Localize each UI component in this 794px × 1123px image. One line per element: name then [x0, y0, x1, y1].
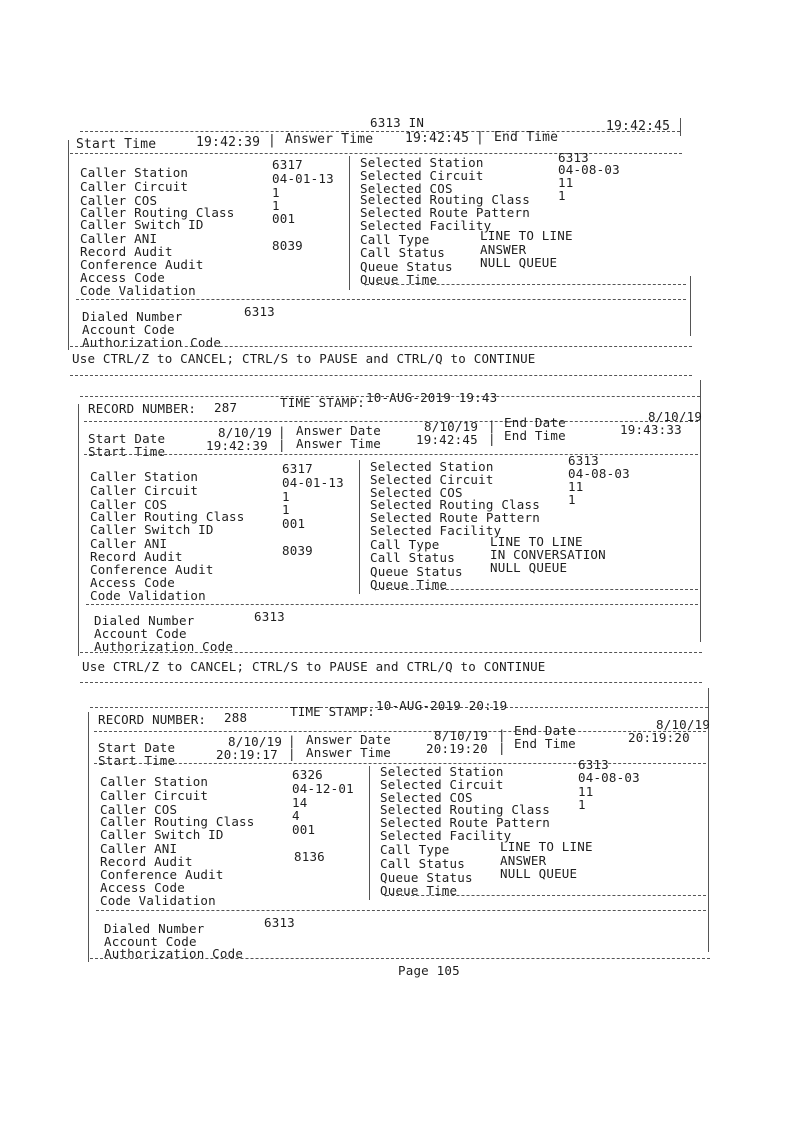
- caller-switch-id-label: Caller Switch ID: [90, 522, 214, 537]
- record-audit-label: Record Audit: [80, 244, 173, 259]
- account-code-label: Account Code: [94, 626, 187, 641]
- column-separator: [369, 766, 370, 900]
- code-validation-label: Code Validation: [90, 588, 206, 603]
- call-type-value: LINE TO LINE: [490, 534, 583, 549]
- start-date-label: Start Date: [88, 431, 166, 446]
- record-number-label: RECORD NUMBER:: [88, 401, 197, 416]
- queue-status-label: Queue Status: [360, 259, 453, 274]
- caller-station-label: Caller Station: [90, 469, 199, 484]
- time-stamp-value: 10-AUG-2019 20:19: [376, 698, 508, 713]
- selected-cos-label: Selected COS: [370, 485, 463, 500]
- code-validation-label: Code Validation: [80, 283, 196, 298]
- caller-circuit-value: 04-01-13: [272, 171, 334, 186]
- divider: [80, 682, 702, 683]
- call-status-label: Call Status: [370, 550, 455, 565]
- selected-routing-class-value: 1: [558, 188, 566, 203]
- caller-routing-class-label: Caller Routing Class: [80, 205, 235, 220]
- end-time-label: End Time: [514, 736, 576, 751]
- answer-time-value: 19:42:45: [416, 432, 478, 447]
- caller-routing-class-value: 4: [292, 808, 300, 823]
- caller-cos-value: 1: [272, 185, 280, 200]
- queue-time-label: Queue Time: [370, 577, 448, 592]
- caller-routing-class-value: 1: [282, 502, 290, 517]
- answer-time-label: Answer Time: [306, 745, 391, 760]
- answer-time-value: 19:42:45: [405, 131, 470, 146]
- record-number-value: 287: [214, 400, 238, 415]
- selected-station-value: 6313: [578, 757, 609, 772]
- caller-switch-id-value: 001: [292, 822, 316, 837]
- dialed-number-label: Dialed Number: [104, 921, 205, 936]
- answer-time-label: Answer Time: [285, 132, 374, 147]
- access-code-label: Access Code: [80, 270, 165, 285]
- caller-station-value: 6326: [292, 767, 323, 782]
- caller-circuit-value: 04-12-01: [292, 781, 354, 796]
- authorization-code-label: Authorization Code: [104, 946, 244, 961]
- time-stamp-label: TIME STAMP:: [290, 704, 375, 719]
- caller-station-label: Caller Station: [80, 165, 189, 180]
- divider: [86, 604, 698, 605]
- queue-status-label: Queue Status: [370, 564, 463, 579]
- start-date-label: Start Date: [98, 740, 176, 755]
- divider: [80, 652, 702, 653]
- start-date-value: 8/10/19: [228, 734, 283, 749]
- access-code-label: Access Code: [90, 575, 175, 590]
- divider: [94, 731, 706, 732]
- control-instructions: Use CTRL/Z to CANCEL; CTRL/S to PAUSE and CTRL/Q to CONTINUE: [82, 659, 546, 674]
- page-number: Page 105: [398, 963, 460, 978]
- code-validation-label: Code Validation: [100, 893, 216, 908]
- call-type-label: Call Type: [380, 842, 450, 857]
- divider: [84, 454, 698, 455]
- end-time-label: End Time: [494, 130, 559, 145]
- selected-facility-label: Selected Facility: [380, 828, 512, 843]
- selected-circuit-value: 04-08-03: [568, 466, 630, 481]
- selected-routing-class-value: 1: [568, 492, 576, 507]
- selected-facility-label: Selected Facility: [370, 523, 502, 538]
- selected-station-value: 6313: [558, 150, 589, 165]
- start-time-value: 19:42:39: [206, 438, 268, 453]
- selected-circuit-label: Selected Circuit: [370, 472, 494, 487]
- record-audit-label: Record Audit: [100, 854, 193, 869]
- record-audit-value: 8039: [282, 543, 313, 558]
- answer-time-value: 20:19:20: [426, 741, 488, 756]
- frame-edge: [78, 404, 79, 656]
- selected-routing-class-label: Selected Routing Class: [360, 192, 530, 207]
- caller-station-label: Caller Station: [100, 774, 209, 789]
- dialed-number-label: Dialed Number: [94, 613, 195, 628]
- access-code-label: Access Code: [100, 880, 185, 895]
- report-page: 6313 IN Start Time 19:42:39 | Answer Time 19:42:45 | End Time 19:42:45 Caller Station Caller Circuit Caller COS Caller Routing Class Caller Switch ID Caller ANI Record Audit Conference Audit Access Code Code Validation 6317 04-01-13 1 1 001 8039 Selected Station Selected Circuit Selected COS Selected Routing Class Selected Route Pattern Selected Facility Call Type Call Status Queue Status Queue Time 6313 04-08-03 11 1 LINE TO LINE ANSWER NULL QUEUE Dialed Number 6313 Account Code Authorization Code Use CTRL/Z to CANCEL; CTRL/S to PAUSE and CTRL/Q to CONTINUE RECORD NUMBER: 287 TIME STAMP: 10-AUG-2019 19:43 Start Date Start Time 8/10/19 19:42:39 | | Answer Date Answer Time 8/10/19 19:42:45 | | End Date End Time 8/10/19 19:43:33 Caller Station Caller Circuit Caller COS Caller Routing Class Caller Switch ID Caller ANI Record Audit Conference Audit Access Code Code Validation 6317 04-01-13 1 1 001 8039 Selected Station Selected Circuit Selected COS Selected Routing Class Selected Route Pattern Selected Facility Call Type Call Status Queue Status Queue Time 6313 04-08-03 11 1 LINE TO LINE IN CONVERSATION NULL QUEUE Dialed Number 6313 Account Code Authorization Code Use CTRL/Z to CANCEL; CTRL/S to PAUSE and CTRL/Q to CONTINUE RECORD NUMBER: 288 TIME STAMP: 10-AUG-2019 20:19 Start Date Start Time 8/10/19 20:19:17 | | Answer Date Answer Time 8/10/19 20:19:20 | | End Date End Time 8/10/19 20:19:20 Caller Station Caller Circuit Caller COS Caller Routing Class Caller Switch ID Caller ANI Record Audit Conference Audit Access Code Code Validation 6326 04-12-01 14 4 001 8136 Selected Station Selected Circuit Selected COS Selected Routing Class Selected Route Pattern Selected Facility Call Type Call Status Queue Status Queue Time 6313 04-08-03 11 1 LINE TO LINE ANSWER NULL QUEUE Dialed Number 6313 Account Code Authorization Code Page 105: [0, 0, 794, 1123]
- selected-circuit-label: Selected Circuit: [360, 168, 484, 183]
- call-type-value: LINE TO LINE: [500, 839, 593, 854]
- end-time-value: 19:42:45: [606, 119, 671, 134]
- start-time-value: 19:42:39: [196, 135, 261, 150]
- call-status-value: ANSWER: [500, 853, 547, 868]
- frame-edge: [68, 140, 69, 350]
- divider: [376, 589, 698, 590]
- divider: [84, 421, 698, 422]
- queue-time-label: Queue Time: [360, 272, 438, 287]
- start-time-label: Start Time: [98, 753, 176, 768]
- end-time-label: End Time: [504, 428, 566, 443]
- divider: [70, 375, 692, 376]
- answer-date-label: Answer Date: [296, 423, 381, 438]
- start-date-value: 8/10/19: [218, 425, 273, 440]
- selected-facility-label: Selected Facility: [360, 218, 492, 233]
- answer-time-label: Answer Time: [296, 436, 381, 451]
- time-stamp-value: 10-AUG-2019 19:43: [366, 390, 498, 405]
- selected-circuit-label: Selected Circuit: [380, 777, 504, 792]
- answer-date-value: 8/10/19: [434, 728, 489, 743]
- answer-date-label: Answer Date: [306, 732, 391, 747]
- selected-route-pattern-label: Selected Route Pattern: [370, 510, 540, 525]
- caller-routing-class-label: Caller Routing Class: [100, 814, 255, 829]
- divider: [76, 299, 686, 300]
- end-date-label: End Date: [504, 415, 566, 430]
- selected-station-label: Selected Station: [370, 459, 494, 474]
- account-code-label: Account Code: [104, 934, 197, 949]
- selected-circuit-value: 04-08-03: [578, 770, 640, 785]
- frame-edge: [690, 276, 691, 336]
- queue-status-value: NULL QUEUE: [490, 560, 568, 575]
- record-header: 6313 IN: [370, 115, 425, 130]
- caller-cos-label: Caller COS: [90, 497, 168, 512]
- caller-station-value: 6317: [282, 461, 313, 476]
- divider: [386, 895, 706, 896]
- caller-ani-label: Caller ANI: [100, 841, 178, 856]
- frame-edge: [88, 712, 89, 962]
- selected-station-label: Selected Station: [360, 155, 484, 170]
- divider: [70, 346, 692, 347]
- authorization-code-label: Authorization Code: [94, 639, 234, 654]
- caller-circuit-value: 04-01-13: [282, 475, 344, 490]
- selected-routing-class-label: Selected Routing Class: [380, 802, 550, 817]
- caller-switch-id-label: Caller Switch ID: [80, 217, 204, 232]
- authorization-code-label: Authorization Code: [82, 335, 222, 350]
- selected-cos-label: Selected COS: [380, 790, 473, 805]
- conference-audit-label: Conference Audit: [100, 867, 224, 882]
- divider: [366, 284, 686, 285]
- record-number-label: RECORD NUMBER:: [98, 712, 207, 727]
- dialed-number-value: 6313: [264, 915, 295, 930]
- caller-switch-id-value: 001: [272, 211, 296, 226]
- start-time-value: 20:19:17: [216, 747, 278, 762]
- column-separator: [349, 156, 350, 290]
- selected-routing-class-value: 1: [578, 797, 586, 812]
- account-code-label: Account Code: [82, 322, 175, 337]
- caller-routing-class-value: 1: [272, 198, 280, 213]
- call-status-value: ANSWER: [480, 242, 527, 257]
- caller-cos-label: Caller COS: [100, 802, 178, 817]
- divider: [80, 131, 680, 132]
- start-time-label: Start Time: [76, 137, 157, 152]
- dialed-number-label: Dialed Number: [82, 309, 183, 324]
- record-audit-value: 8039: [272, 238, 303, 253]
- call-type-label: Call Type: [370, 537, 440, 552]
- record-number-value: 288: [224, 710, 248, 725]
- caller-switch-id-label: Caller Switch ID: [100, 827, 224, 842]
- control-instructions: Use CTRL/Z to CANCEL; CTRL/S to PAUSE and CTRL/Q to CONTINUE: [72, 351, 536, 366]
- selected-cos-label: Selected COS: [360, 181, 453, 196]
- divider: [96, 910, 706, 911]
- dialed-number-value: 6313: [254, 609, 285, 624]
- call-status-label: Call Status: [360, 245, 445, 260]
- divider: [90, 958, 710, 959]
- caller-circuit-label: Caller Circuit: [100, 788, 209, 803]
- caller-routing-class-label: Caller Routing Class: [90, 509, 245, 524]
- end-date-value: 8/10/19: [656, 717, 711, 732]
- caller-circuit-label: Caller Circuit: [80, 179, 189, 194]
- selected-cos-value: 11: [558, 175, 574, 190]
- column-separator: [359, 460, 360, 594]
- call-type-label: Call Type: [360, 232, 430, 247]
- caller-switch-id-value: 001: [282, 516, 306, 531]
- caller-ani-label: Caller ANI: [80, 231, 158, 246]
- end-date-label: End Date: [514, 723, 576, 738]
- dialed-number-value: 6313: [244, 304, 275, 319]
- caller-cos-value: 1: [282, 489, 290, 504]
- caller-station-value: 6317: [272, 157, 303, 172]
- call-status-value: IN CONVERSATION: [490, 547, 606, 562]
- call-status-label: Call Status: [380, 856, 465, 871]
- queue-status-label: Queue Status: [380, 870, 473, 885]
- end-time-value: 20:19:20: [628, 730, 690, 745]
- selected-routing-class-label: Selected Routing Class: [370, 497, 540, 512]
- selected-circuit-value: 04-08-03: [558, 162, 620, 177]
- divider: [70, 153, 682, 154]
- caller-cos-label: Caller COS: [80, 193, 158, 208]
- answer-date-value: 8/10/19: [424, 419, 479, 434]
- queue-status-value: NULL QUEUE: [500, 866, 578, 881]
- end-date-value: 8/10/19: [648, 409, 703, 424]
- end-time-value: 19:43:33: [620, 422, 682, 437]
- queue-status-value: NULL QUEUE: [480, 255, 558, 270]
- record-audit-value: 8136: [294, 849, 325, 864]
- caller-ani-label: Caller ANI: [90, 536, 168, 551]
- conference-audit-label: Conference Audit: [90, 562, 214, 577]
- frame-edge: [680, 118, 681, 136]
- queue-time-label: Queue Time: [380, 883, 458, 898]
- selected-station-label: Selected Station: [380, 764, 504, 779]
- record-audit-label: Record Audit: [90, 549, 183, 564]
- selected-station-value: 6313: [568, 453, 599, 468]
- caller-circuit-label: Caller Circuit: [90, 483, 199, 498]
- selected-route-pattern-label: Selected Route Pattern: [360, 205, 530, 220]
- caller-cos-value: 14: [292, 795, 308, 810]
- call-type-value: LINE TO LINE: [480, 228, 573, 243]
- selected-cos-value: 11: [578, 784, 594, 799]
- conference-audit-label: Conference Audit: [80, 257, 204, 272]
- start-time-label: Start Time: [88, 444, 166, 459]
- time-stamp-label: TIME STAMP:: [280, 395, 365, 410]
- selected-route-pattern-label: Selected Route Pattern: [380, 815, 550, 830]
- selected-cos-value: 11: [568, 479, 584, 494]
